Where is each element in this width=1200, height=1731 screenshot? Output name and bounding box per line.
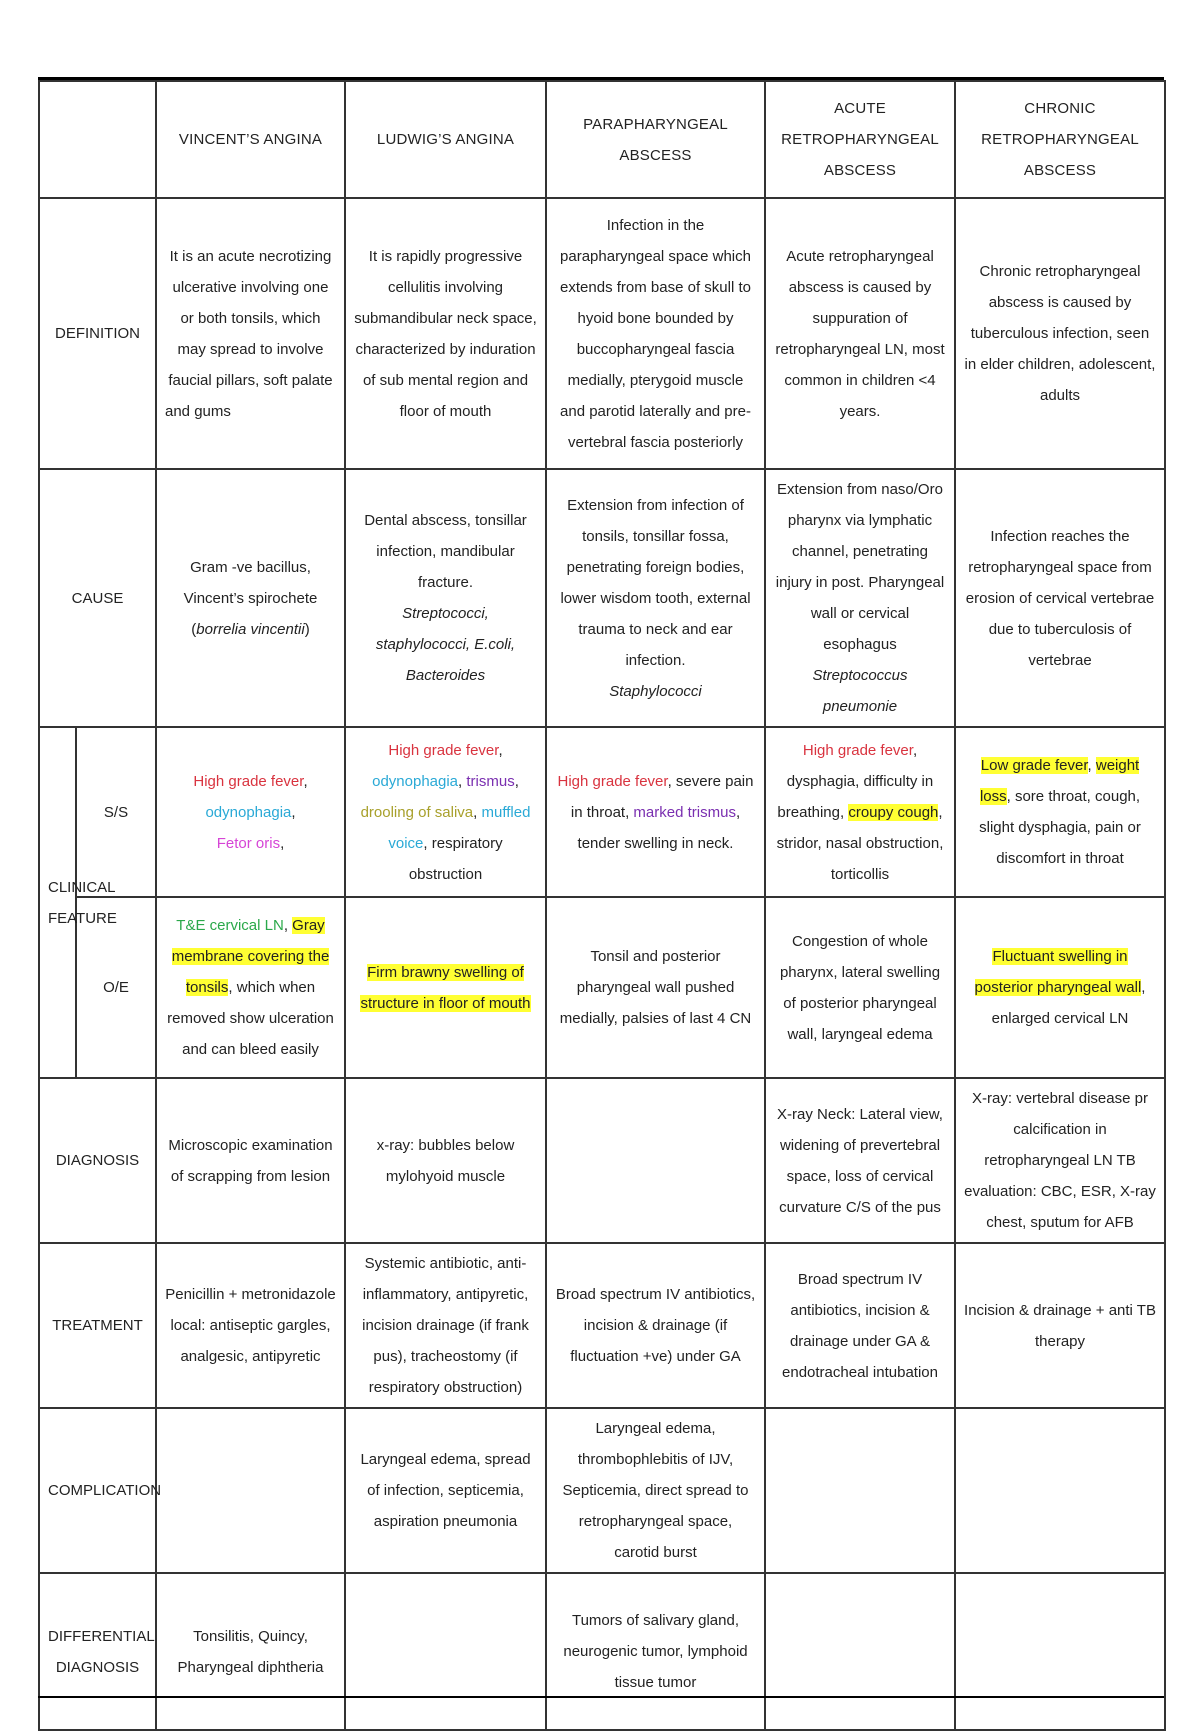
cause-chronic <box>955 469 1165 727</box>
complication-chronic <box>955 1408 1165 1573</box>
ss-vincent-odynophagia: odynophagia <box>205 803 292 821</box>
cause-vincent-end: ) <box>304 620 310 638</box>
treatment-para: Broad spectrum IV antibiotics, incision & drainage (if fluctuation +ve) under GA <box>546 1243 765 1408</box>
cause-ludwig <box>345 469 546 727</box>
header-corner <box>39 81 156 198</box>
header-parapharyngeal-abscess: PARAPHARYNGEAL ABSCESS <box>546 81 765 198</box>
oe-chronic: Fluctuant swelling in posterior pharyngeal wall, enlarged cervical LN <box>955 897 1165 1078</box>
treatment-vincent: Penicillin + metronidazole local: antiseptic gargles, analgesic, antipyretic <box>156 1243 345 1408</box>
oe-para: Tonsil and posterior pharyngeal wall pushed medially, palsies of last 4 CN <box>546 897 765 1078</box>
ss-ludwig-obstruction: respiratory obstruction <box>408 834 503 883</box>
ss-ludwig-drooling: drooling of saliva <box>360 803 474 821</box>
complication-para: Laryngeal edema, thrombophlebitis of IJV, Septicemia, direct spread to retropharyngeal space, carotid burst <box>546 1408 765 1573</box>
header-acute-retropharyngeal-abscess: ACUTE RETROPHARYNGEAL ABSCESS <box>765 81 955 198</box>
bottom-rule <box>38 1696 1164 1698</box>
row-label-treatment: TREATMENT <box>39 1243 156 1408</box>
sub-label-ss: S/S <box>76 727 156 897</box>
complication-row <box>39 1408 1165 1573</box>
ss-acute-cough: croupy cough <box>848 803 939 821</box>
cause-acute-organism: Streptococcus pneumonie <box>812 667 908 715</box>
row-label-diagnosis: DIAGNOSIS <box>39 1078 156 1243</box>
oe-acute: Congestion of whole pharynx, lateral swelling of posterior pharyngeal wall, laryngeal edema <box>765 897 955 1078</box>
ss-vincent: High grade fever, odynophagia, Fetor oris, <box>156 727 345 897</box>
ss-vincent-fever: High grade fever <box>193 772 304 790</box>
ss-para-pain: severe pain in throat <box>570 772 754 821</box>
definition-ludwig: It is rapidly progressive cellulitis involving submandibular neck space, characterized by induration of sub mental region and floor of mouth <box>345 198 546 469</box>
differential-vincent: Tonsilitis, Quincy, Pharyngeal diphtheria <box>156 1573 345 1730</box>
diagnosis-chronic: X-ray: vertebral disease pr calcification in retropharyngeal LN TB evaluation: CBC, ESR, X-ray chest, sputum for AFB <box>955 1078 1165 1243</box>
differential-row <box>39 1573 1165 1730</box>
ss-chronic-fever: Low grade fever <box>980 757 1088 774</box>
definition-row <box>39 198 1165 469</box>
comparison-table <box>38 80 1166 1731</box>
oe-vincent-ln: T&E cervical LN <box>176 917 284 934</box>
cause-row <box>39 469 1165 727</box>
ss-ludwig-muffled: muffled voice <box>388 803 531 852</box>
cause-acute-text: Extension from naso/Oro pharynx via lymphatic channel, penetrating injury in post. Pharyngeal wall or cervical esophagus <box>775 481 945 653</box>
ss-vincent-fetor: Fetor oris <box>216 834 281 852</box>
ss-para-swelling: tender swelling in neck. <box>577 834 734 852</box>
differential-acute <box>765 1573 955 1730</box>
header-ludwigs-angina: LUDWIG’S ANGINA <box>345 81 546 198</box>
complication-acute <box>765 1408 955 1573</box>
oe-vincent-ulceration: which when removed show ulceration and can bleed easily <box>167 979 334 1058</box>
row-label-complication: COMPLICATION <box>39 1408 156 1573</box>
cause-vincent-organism: borrelia vincentii <box>196 620 305 638</box>
diagnosis-acute: X-ray Neck: Lateral view, widening of prevertebral space, loss of cervical curvature C/S of the pus <box>765 1078 955 1243</box>
row-label-differential-diagnosis: DIFFERENTIAL DIAGNOSIS <box>39 1573 156 1730</box>
examination-row <box>39 897 1165 1078</box>
cause-para-organism: Staphylococci <box>609 682 702 700</box>
ss-para-fever: High grade fever <box>557 772 668 790</box>
cause-ludwig-text: Dental abscess, tonsillar infection, mandibular fracture. <box>364 512 527 591</box>
diagnosis-ludwig: x-ray: bubbles below mylohyoid muscle <box>345 1078 546 1243</box>
ss-ludwig-odynophagia: odynophagia <box>372 772 459 790</box>
complication-ludwig: Laryngeal edema, spread of infection, septicemia, aspiration pneumonia <box>345 1408 546 1573</box>
cause-acute <box>765 469 955 727</box>
oe-chronic-ln: enlarged cervical LN <box>991 1010 1129 1027</box>
cause-vincent <box>156 469 345 727</box>
ss-acute-stridor: stridor, nasal obstruction, torticollis <box>776 834 944 883</box>
treatment-ludwig: Systemic antibiotic, anti-inflammatory, antipyretic, incision drainage (if frank pus), tracheostomy (if respiratory obstruction) <box>345 1243 546 1408</box>
row-label-cause: CAUSE <box>39 469 156 727</box>
diagnosis-para <box>546 1078 765 1243</box>
ss-chronic: Low grade fever, weight loss, sore throat, cough, slight dysphagia, pain or discomfort in throat <box>955 727 1165 897</box>
differential-chronic <box>955 1573 1165 1730</box>
oe-vincent-membrane: Gray membrane covering the tonsils <box>171 917 330 996</box>
treatment-row <box>39 1243 1165 1408</box>
ss-acute-fever: High grade fever <box>802 741 913 759</box>
differential-ludwig <box>345 1573 546 1730</box>
signs-symptoms-row <box>39 727 1165 897</box>
definition-para: Infection in the parapharyngeal space which extends from base of skull to hyoid bone bounded by buccopharyngeal fascia medially, pterygoid muscle and parotid laterally and pre-vertebral fascia posteriorly <box>546 198 765 469</box>
definition-acute: Acute retropharyngeal abscess is caused by suppuration of retropharyngeal LN, most common in children <4 years. <box>765 198 955 469</box>
cause-ludwig-organism: Streptococci, staphylococci, E.coli, Bacteroides <box>375 605 516 684</box>
diagnosis-row <box>39 1078 1165 1243</box>
diagnosis-vincent: Microscopic examination of scrapping from lesion <box>156 1078 345 1243</box>
definition-vincent: It is an acute necrotizing ulcerative involving one or both tonsils, which may spread to involve faucial pillars, soft palate and gums <box>156 198 345 469</box>
complication-vincent <box>156 1408 345 1573</box>
ss-ludwig-trismus: trismus <box>466 772 515 790</box>
ss-para: High grade fever, severe pain in throat, marked trismus, tender swelling in neck. <box>546 727 765 897</box>
row-label-clinical-feature: CLINICAL FEATURE <box>39 727 76 1078</box>
ss-ludwig: High grade fever, odynophagia, trismus, drooling of saliva, muffled voice, respiratory obstruction <box>345 727 546 897</box>
oe-ludwig <box>345 897 546 1078</box>
oe-ludwig-swelling: Firm brawny swelling of structure in floor of mouth <box>360 963 531 1012</box>
ss-ludwig-fever: High grade fever <box>388 741 499 759</box>
cause-para-text: Extension from infection of tonsils, tonsillar fossa, penetrating foreign bodies, lower wisdom tooth, external trauma to neck and ear infection. <box>560 496 751 669</box>
definition-chronic: Chronic retropharyngeal abscess is caused by tuberculous infection, seen in elder children, adolescent, adults <box>955 198 1165 469</box>
ss-chronic-throat: sore throat, cough, slight dysphagia, pain or discomfort in throat <box>979 788 1141 867</box>
row-label-definition: DEFINITION <box>39 198 156 469</box>
oe-chronic-swelling: Fluctuant swelling in posterior pharyngeal wall <box>974 948 1142 996</box>
header-vincents-angina: VINCENT’S ANGINA <box>156 81 345 198</box>
cause-para <box>546 469 765 727</box>
cause-chronic-text: Infection reaches the retropharyngeal space from erosion of cervical vertebrae due to tuberculosis of vertebrae <box>965 527 1155 669</box>
ss-para-trismus: marked trismus <box>633 803 736 821</box>
ss-chronic-weight-loss: weight loss <box>979 757 1140 805</box>
header-chronic-retropharyngeal-abscess: CHRONIC RETROPHARYNGEAL ABSCESS <box>955 81 1165 198</box>
header-row <box>39 81 1165 198</box>
differential-para: Tumors of salivary gland, neurogenic tumor, lymphoid tissue tumor <box>546 1573 765 1730</box>
treatment-chronic: Incision & drainage + anti TB therapy <box>955 1243 1165 1408</box>
cause-vincent-text: Gram -ve bacillus, Vincent’s spirochete ( <box>183 558 318 638</box>
sub-label-oe: O/E <box>76 897 156 1078</box>
oe-vincent: T&E cervical LN, Gray membrane covering the tonsils, which when removed show ulceration and can bleed easily <box>156 897 345 1078</box>
ss-acute-dysphagia: dysphagia, difficulty in breathing <box>777 772 934 821</box>
ss-acute: High grade fever, dysphagia, difficulty in breathing, croupy cough, stridor, nasal obstruction, torticollis <box>765 727 955 897</box>
treatment-acute: Broad spectrum IV antibiotics, incision & drainage under GA & endotracheal intubation <box>765 1243 955 1408</box>
